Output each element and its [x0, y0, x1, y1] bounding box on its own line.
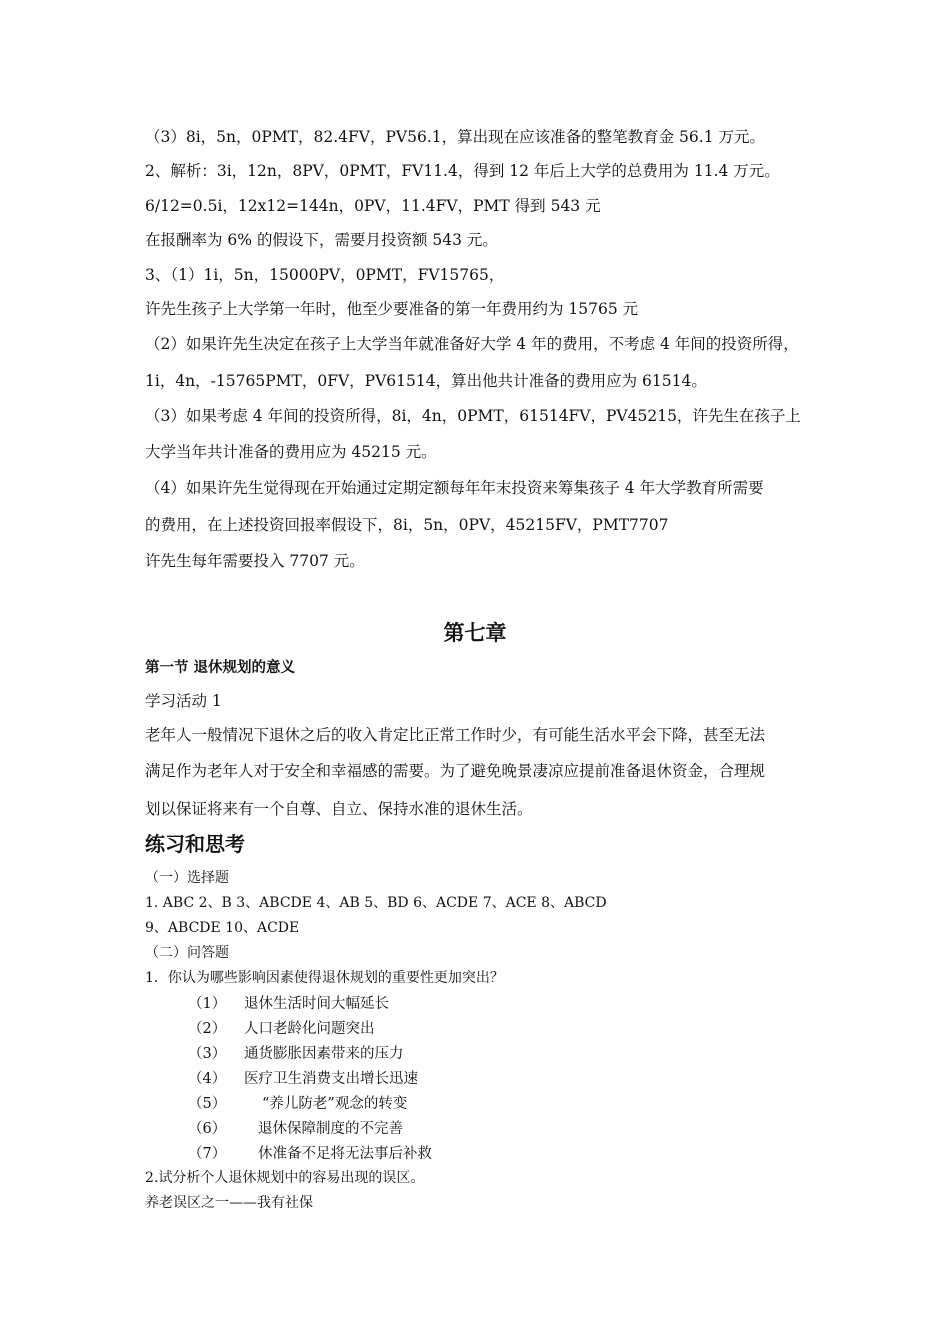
calc-line-9: （3）如果考虑 4 年间的投资所得，8i，4n，0PMT，61514FV，PV45215，许先生在孩子上	[145, 407, 801, 425]
factor-1-text: 退休生活时间大幅延长	[244, 996, 389, 1012]
calc-line-11: （4）如果许先生觉得现在开始通过定期定额每年年末投资来筹集孩子 4 年大学教育所需要	[145, 479, 764, 497]
activity-line-2: 满足作为老年人对于安全和幸福感的需要。为了避免晚景凄凉应提前准备退休资金，合理规	[145, 762, 766, 780]
factor-7-text: 休准备不足将无法事后补救	[258, 1146, 432, 1162]
factor-6-number: （6）	[188, 1121, 227, 1137]
calc-line-1: （3）8i，5n，0PMT，82.4FV，PV56.1，算出现在应该准备的整笔教育金 56.1 万元。	[145, 128, 765, 146]
calc-line-7: （2）如果许先生决定在孩子上大学当年就准备好大学 4 年的费用，不考虑 4 年间的投资所得，	[145, 335, 799, 353]
factor-4-text: 医疗卫生消费支出增长迅速	[244, 1071, 418, 1087]
activity-line-1: 老年人一般情况下退休之后的收入肯定比正常工作时少，有可能生活水平会下降，甚至无法	[145, 726, 766, 744]
myth-1: 养老误区之一——我有社保	[145, 1195, 313, 1211]
calc-line-4: 在报酬率为 6% 的假设下，需要月投资额 543 元。	[145, 231, 498, 249]
qa-header: （二）问答题	[145, 945, 229, 961]
factor-5-number: （5）	[188, 1096, 227, 1112]
activity-line-3: 划以保证将来有一个自尊、自立、保持水准的退休生活。	[145, 800, 533, 818]
factor-7-number: （7）	[188, 1146, 227, 1162]
choice-header: （一）选择题	[145, 870, 229, 886]
calc-line-5: 3、（1）1i，5n，15000PV，0PMT，FV15765，	[145, 266, 505, 284]
choice-answers-2: 9、ABCDE 10、ACDE	[145, 920, 300, 936]
activity-label: 学习活动 1	[145, 692, 222, 710]
factor-4-number: （4）	[188, 1071, 227, 1087]
calc-line-6: 许先生孩子上大学第一年时，他至少要准备的第一年费用约为 15765 元	[145, 300, 639, 318]
factor-3-text: 通货膨胀因素带来的压力	[244, 1046, 404, 1062]
calc-line-8: 1i，4n，-15765PMT，0FV，PV61514，算出他共计准备的费用应为 61514。	[145, 372, 707, 390]
section-title: 第一节 退休规划的意义	[145, 660, 296, 676]
calc-line-10: 大学当年共计准备的费用应为 45215 元。	[145, 443, 437, 461]
calc-line-13: 许先生每年需要投入 7707 元。	[145, 552, 365, 570]
factor-5-text: “养儿防老”观念的转变	[262, 1096, 408, 1112]
factor-2-text: 人口老龄化问题突出	[244, 1021, 375, 1037]
exercise-title: 练习和思考	[145, 832, 245, 856]
factor-1-number: （1）	[188, 996, 227, 1012]
calc-line-12: 的费用，在上述投资回报率假设下，8i，5n，0PV，45215FV，PMT7707	[145, 516, 669, 534]
factor-6-text: 退休保障制度的不完善	[258, 1121, 403, 1137]
calc-line-2: 2、解析：3i，12n，8PV，0PMT，FV11.4，得到 12 年后上大学的总费用为 11.4 万元。	[145, 162, 780, 180]
chapter-title: 第七章	[443, 621, 507, 645]
calc-line-3: 6/12=0.5i，12x12=144n，0PV，11.4FV，PMT 得到 543 元	[145, 197, 601, 215]
question-1: 1．你认为哪些影响因素使得退休规划的重要性更加突出？	[145, 970, 504, 986]
factor-3-number: （3）	[188, 1046, 227, 1062]
choice-answers-1: 1. ABC 2、B 3、ABCDE 4、AB 5、BD 6、ACDE 7、ACE 8、ABCD	[145, 895, 607, 911]
factor-2-number: （2）	[188, 1021, 227, 1037]
question-2: 2.试分析个人退休规划中的容易出现的误区。	[145, 1170, 425, 1186]
